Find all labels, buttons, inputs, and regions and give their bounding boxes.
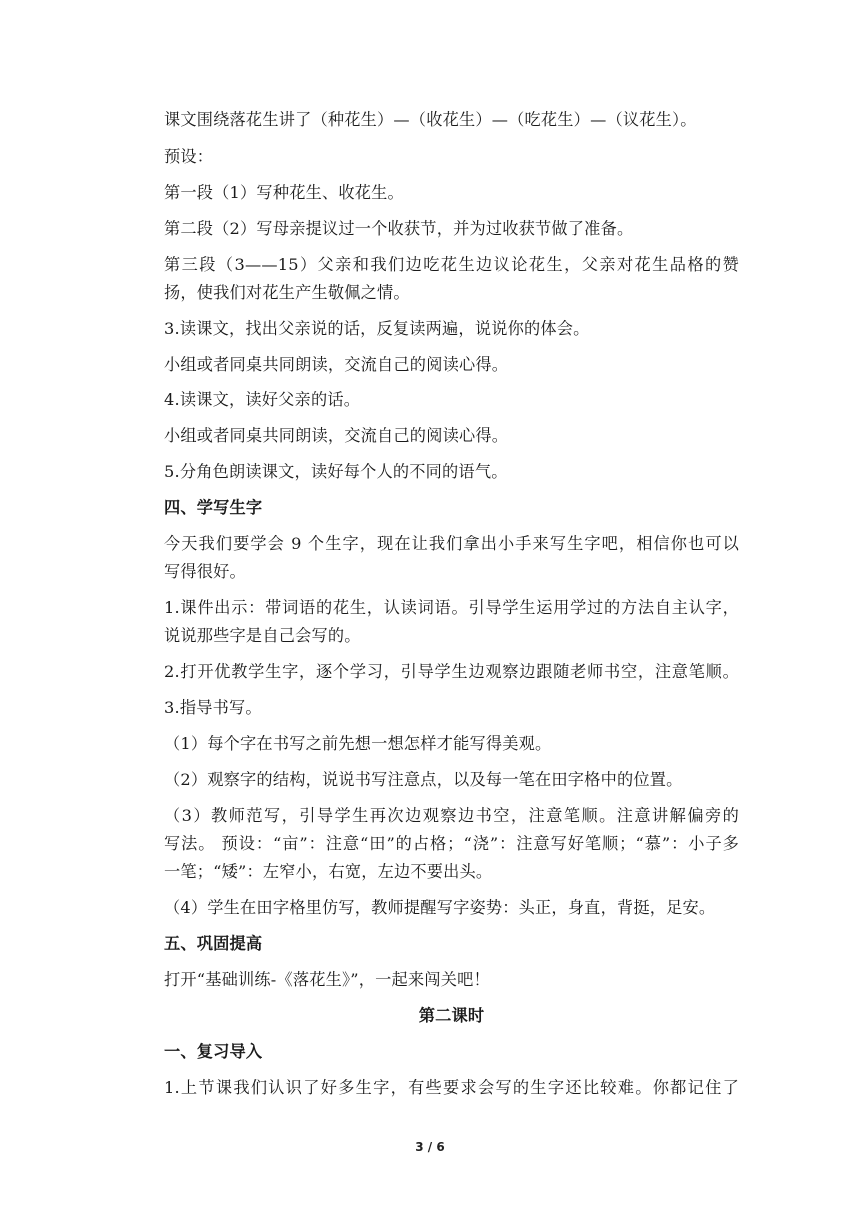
- text-line: 4.读课文，读好父亲的话。: [164, 390, 361, 409]
- text-line: 一笔；“矮”：左窄小，右宽，左边不要出头。: [164, 862, 493, 881]
- section-heading: 四、学写生字: [164, 498, 263, 517]
- text-line: 说说那些字是自己会写的。: [164, 626, 361, 645]
- text-line: 小组或者同桌共同朗读，交流自己的阅读心得。: [164, 355, 509, 374]
- text-line: 预设：: [164, 147, 214, 166]
- text-line: 课文围绕落花生讲了（种花生）—（收花生）—（吃花生）—（议花生）。: [164, 110, 697, 129]
- text-line: 3.指导书写。: [164, 698, 262, 717]
- text-line: 第一段（1）写种花生、收花生。: [164, 183, 404, 202]
- text-line: 1.课件出示：带词语的花生，认读词语。引导学生运用学过的方法自主认字，: [164, 598, 739, 617]
- page-number: 3 / 6: [415, 1140, 445, 1154]
- text-line: 3.读课文，找出父亲说的话，反复读两遍，说说你的体会。: [164, 319, 590, 338]
- text-line: （3）教师范写，引导学生再次边观察边书空，注意笔顺。注意讲解偏旁的: [164, 806, 739, 825]
- section-heading: 一、复习导入: [164, 1042, 263, 1061]
- text-line: 1.上节课我们认识了好多生字，有些要求会写的生字还比较难。你都记住了: [164, 1078, 739, 1097]
- text-line: 今天我们要学会 9 个生字，现在让我们拿出小手来写生字吧，相信你也可以: [164, 534, 739, 553]
- text-line: 小组或者同桌共同朗读，交流自己的阅读心得。: [164, 426, 509, 445]
- text-line: 写法。 预设：“亩”：注意“田”的占格；“浇”：注意写好笔顺；“慕”：小子多: [164, 834, 739, 853]
- lesson-title: 第二课时: [418, 1006, 485, 1025]
- text-line: 5.分角色朗读课文，读好每个人的不同的语气。: [164, 462, 508, 481]
- section-heading: 五、巩固提高: [164, 934, 263, 953]
- text-line: 扬，使我们对花生产生敬佩之情。: [164, 283, 410, 302]
- text-line: 2.打开优教学生字，逐个学习，引导学生边观察边跟随老师书空，注意笔顺。: [164, 662, 739, 681]
- text-line: （1）每个字在书写之前先想一想怎样才能写得美观。: [164, 734, 552, 753]
- text-line: 写得很好。: [164, 562, 246, 581]
- text-line: （4）学生在田字格里仿写，教师提醒写字姿势：头正，身直，背挺，足安。: [164, 898, 716, 917]
- text-line: 第三段（3——15）父亲和我们边吃花生边议论花生，父亲对花生品格的赞: [164, 255, 739, 274]
- text-line: 打开“基础训练-《落花生》”，一起来闯关吧！: [164, 970, 490, 989]
- text-line: （2）观察字的结构，说说书写注意点，以及每一笔在田字格中的位置。: [164, 770, 683, 789]
- text-line: 第二段（2）写母亲提议过一个收获节，并为过收获节做了准备。: [164, 219, 634, 238]
